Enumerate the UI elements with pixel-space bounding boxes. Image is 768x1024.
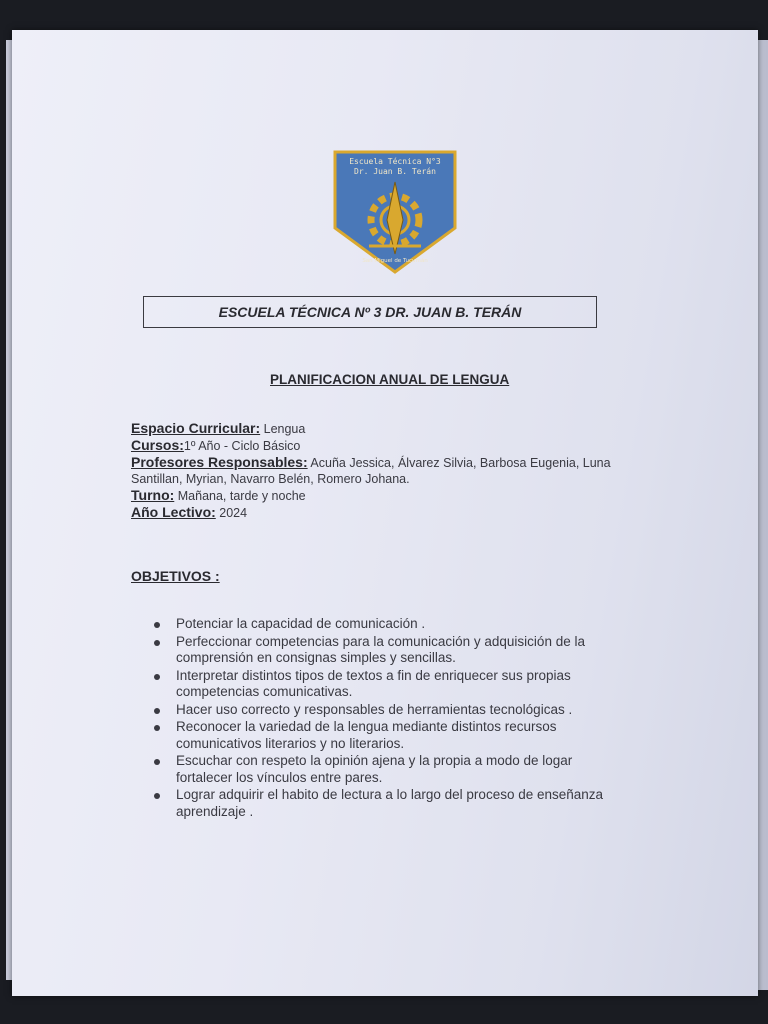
bullet-icon [154,640,160,646]
bullet-icon [154,725,160,731]
info-turno [131,487,631,504]
objectives-title: OBJETIVOS : [131,568,220,584]
info-anio [131,504,631,521]
turno-value: Mañana, tarde y noche [174,489,306,503]
list-item [150,719,620,752]
objective-text: Escuchar con respeto la opinión ajena y la propia a modo de logar fortalecer los vínculos entre pares. [176,753,573,785]
profesores-label: Profesores Responsables: [131,454,308,470]
school-name-box [143,296,597,328]
anio-value: 2024 [215,506,248,520]
school-name: ESCUELA TÉCNICA Nº 3 DR. JUAN B. TERÁN [218,304,522,320]
bullet-icon [154,708,160,714]
objective-text: Interpretar distintos tipos de textos a fin de enriquecer sus propias competencias comunicativas. [176,667,571,699]
list-item [150,753,620,786]
bullet-icon [154,793,160,799]
info-espacio [131,420,631,437]
school-logo-icon [333,150,457,274]
info-cursos [131,437,631,454]
list-item [150,634,620,667]
turno-label: Turno: [131,487,175,503]
objective-text: Lograr adquirir el habito de lectura a lo largo del proceso de enseñanza aprendizaje . [176,787,604,819]
objective-text: Reconocer la variedad de la lengua mediante distintos recursos comunicativos literarios y no literarios. [176,719,557,751]
objective-text: Hacer uso correcto y responsables de herramientas tecnológicas . [176,701,573,717]
course-info [131,420,631,521]
list-item [150,668,620,701]
anio-label: Año Lectivo: [131,504,216,520]
logo-footer: San Miguel de Tucumán [362,258,428,264]
profesores-value: Acuña Jessica, Álvarez Silvia, Barbosa Eugenia, Luna Santillan, Myrian, Navarro Belén, Romero Johana. [131,456,611,486]
list-item [150,616,620,633]
document-title: PLANIFICACION ANUAL DE LENGUA [270,372,510,387]
bullet-icon [154,674,160,680]
logo-line2: Dr. Juan B. Terán [354,167,436,176]
bullet-icon [154,759,160,765]
objective-text: Perfeccionar competencias para la comunicación y adquisición de la comprensión en consignas simples y sencillas. [176,633,585,665]
cursos-label: Cursos: [131,437,184,453]
logo-line1: Escuela Técnica N°3 [349,157,441,166]
espacio-value: Lengua [260,422,306,436]
objective-text: Potenciar la capacidad de comunicación . [176,616,426,631]
list-item [150,787,620,820]
list-item [150,702,620,719]
bullet-icon [154,622,160,628]
espacio-label: Espacio Curricular: [131,420,261,436]
cursos-value: 1º Año - Ciclo Básico [183,439,301,453]
info-profesores [131,454,631,487]
objectives-list [150,616,620,821]
